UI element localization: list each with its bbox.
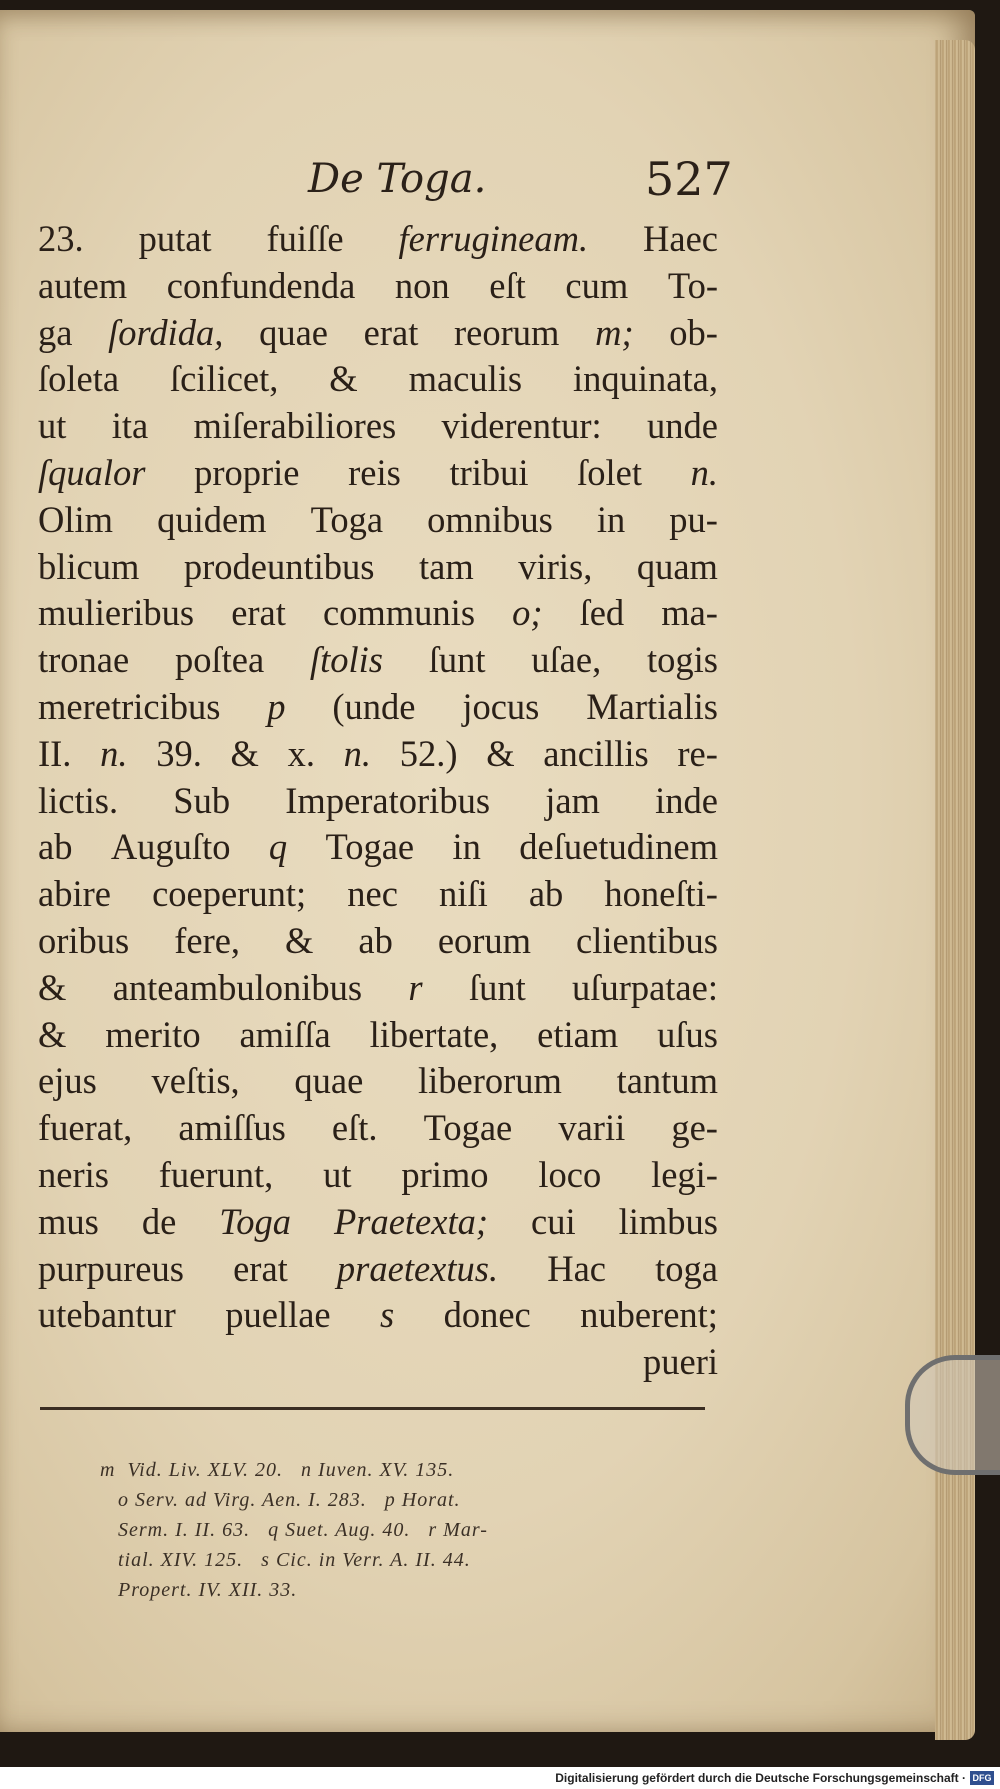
text-line [38, 1339, 718, 1386]
word: 39. [156, 732, 202, 774]
word: honeſti- [604, 873, 718, 915]
word: q [268, 826, 288, 868]
text-line [38, 544, 718, 591]
word: cui [531, 1200, 576, 1242]
word: quam [636, 545, 718, 587]
text-line [38, 1105, 718, 1152]
word: ma- [661, 592, 718, 634]
word: ſunt [428, 639, 486, 681]
word: n. [690, 451, 718, 493]
word: ſolet [577, 451, 642, 493]
text-line [38, 965, 718, 1012]
word: mulieribus [38, 592, 195, 634]
word: blicum [38, 545, 140, 587]
word: tam [419, 545, 474, 587]
word: ſtolis [309, 639, 383, 681]
text-line [38, 216, 718, 263]
word: Olim [38, 498, 114, 540]
word: eſt. [331, 1107, 378, 1149]
word: n. [100, 732, 128, 774]
running-title: De Toga. [308, 156, 487, 202]
page-clip [905, 1355, 1000, 1475]
word: fuerunt, [158, 1153, 274, 1195]
word: lictis. [38, 779, 119, 821]
word: Haec [643, 218, 718, 259]
word: mus [38, 1200, 99, 1242]
text-line [38, 778, 718, 825]
word: (unde [332, 685, 416, 727]
word: etiam [537, 1013, 619, 1055]
word: non [394, 264, 450, 306]
word: nuberent; [580, 1294, 718, 1336]
word: 23. [38, 218, 84, 259]
text-line [38, 1012, 718, 1059]
word: ab [38, 826, 73, 868]
text-line [38, 1058, 718, 1105]
word: inde [655, 779, 718, 821]
word: limbus [618, 1200, 718, 1242]
word: clientibus [576, 919, 718, 961]
text-line [38, 497, 718, 544]
word: & [38, 1013, 67, 1055]
word: liberorum [417, 1060, 562, 1102]
word: ut [38, 405, 67, 447]
word: ob- [669, 311, 718, 353]
word: Togae [423, 1107, 513, 1149]
word: Toga [310, 498, 384, 540]
word: viris, [518, 545, 593, 587]
word: ut [323, 1153, 352, 1195]
word: poſtea [174, 639, 265, 681]
word: jocus [462, 685, 540, 727]
word: proprie [194, 451, 300, 493]
word: tribui [449, 451, 529, 493]
word: Imperatoribus [285, 779, 491, 821]
word: & [486, 732, 515, 774]
word: putat [138, 218, 212, 259]
book-page [0, 10, 975, 1732]
word: s [379, 1294, 395, 1336]
text-line [38, 871, 718, 918]
word: ge- [671, 1107, 718, 1149]
word: ſqualor [38, 451, 146, 493]
word: omnibus [427, 498, 553, 540]
word: utebantur [38, 1294, 176, 1336]
text-line [38, 403, 718, 450]
text-line [38, 263, 718, 310]
word: maculis [408, 358, 523, 400]
word: erat [363, 311, 419, 353]
digitization-credit-bar [0, 1767, 1000, 1789]
word: merito [105, 1013, 201, 1055]
word: amiſſus [178, 1107, 286, 1149]
text-line [38, 310, 718, 357]
word: niſi [439, 873, 488, 915]
word: x. [287, 732, 315, 774]
text-line [38, 637, 718, 684]
word: ſunt [468, 966, 526, 1008]
word: fuiſſe [266, 218, 344, 259]
word: donec [443, 1294, 531, 1336]
word: jam [545, 779, 600, 821]
word: 52.) [399, 732, 458, 774]
word: abire [38, 873, 111, 915]
word: togis [646, 639, 718, 681]
text-line [38, 1152, 718, 1199]
text-line [38, 356, 718, 403]
word: fuerat, [38, 1107, 133, 1149]
word: reis [348, 451, 401, 493]
word: Togae [325, 826, 415, 868]
word: meretricibus [38, 685, 221, 727]
word: Martialis [586, 685, 718, 727]
word: erat [233, 1247, 288, 1289]
word: Auguſto [110, 826, 231, 868]
word: veſtis, [151, 1060, 240, 1102]
word: coeperunt; [152, 873, 307, 915]
word: amiſſa [239, 1013, 331, 1055]
word: de [141, 1200, 177, 1242]
word: communis [322, 592, 476, 634]
text-line [38, 684, 718, 731]
text-line [38, 590, 718, 637]
word: pueri [643, 1341, 718, 1383]
word: & [38, 966, 67, 1008]
word: quidem [157, 498, 267, 540]
text-line [38, 824, 718, 871]
word: ſoleta [38, 358, 120, 400]
word: libertate, [369, 1013, 499, 1055]
word: confundenda [166, 264, 356, 306]
word: reorum [454, 311, 560, 353]
word: loco [538, 1153, 602, 1195]
footnote-line: m Vid. Liv. XLV. 20. n Iuven. XV. 135. [100, 1459, 455, 1481]
word: r [408, 966, 423, 1008]
word: & [230, 732, 259, 774]
word: anteambulonibus [112, 966, 363, 1008]
word: ancillis [543, 732, 649, 774]
page-number: 527 [645, 152, 733, 206]
word: ab [358, 919, 393, 961]
text-line [38, 450, 718, 497]
footnote-line: Propert. IV. XII. 33. [100, 1579, 298, 1601]
word: eſt [489, 264, 526, 306]
word: autem [38, 264, 128, 306]
word: n. [343, 732, 372, 774]
word: p [267, 685, 286, 727]
word: primo [401, 1153, 489, 1195]
word: tantum [616, 1060, 718, 1102]
word: tronae [38, 639, 130, 681]
word: inquinata, [573, 358, 718, 400]
word: pu- [669, 498, 718, 540]
word: Toga [219, 1200, 291, 1242]
word: ga [38, 311, 73, 353]
word: legi- [651, 1153, 718, 1195]
word: re- [677, 732, 718, 774]
text-line [38, 1199, 718, 1246]
word: purpureus [38, 1247, 184, 1289]
word: unde [647, 405, 718, 447]
word: o; [512, 592, 543, 634]
word: ſordida, [108, 311, 224, 353]
body-text [38, 216, 718, 1386]
word: quae [294, 1060, 364, 1102]
word: uſurpatae: [572, 966, 718, 1008]
word: in [452, 826, 481, 868]
word: nec [347, 873, 398, 915]
word: Hac [547, 1247, 606, 1289]
word: erat [231, 592, 286, 634]
dfg-logo: DFG [970, 1771, 994, 1785]
word: To- [667, 264, 718, 306]
word: & [285, 919, 314, 961]
word: deſuetudinem [519, 826, 718, 868]
word: ferrugineam. [398, 218, 589, 259]
word: prodeuntibus [183, 545, 375, 587]
word: quae [259, 311, 328, 353]
word: ſcilicet, [169, 358, 279, 400]
text-line [38, 731, 718, 778]
word: Praetexta; [333, 1200, 489, 1242]
word: cum [565, 264, 629, 306]
footnote-line: Serm. I. II. 63. q Suet. Aug. 40. r Mar- [100, 1519, 488, 1541]
page-edges [935, 40, 975, 1740]
word: praetextus. [336, 1247, 499, 1289]
word: varii [558, 1107, 626, 1149]
word: m; [595, 311, 634, 353]
word: viderentur: [441, 405, 602, 447]
word: in [596, 498, 626, 540]
word: ejus [38, 1060, 97, 1102]
footnote-line: tial. XIV. 125. s Cic. in Verr. A. II. 44. [100, 1549, 471, 1571]
word: toga [655, 1247, 718, 1289]
word: Sub [173, 779, 231, 821]
word: puellae [225, 1294, 331, 1336]
text-line [38, 1246, 718, 1293]
footnote-line: o Serv. ad Virg. Aen. I. 283. p Horat. [100, 1489, 461, 1511]
word: ita [111, 405, 149, 447]
word: eorum [437, 919, 532, 961]
text-line [38, 918, 718, 965]
word: fere, [174, 919, 241, 961]
word: II. [38, 732, 72, 774]
word: miſerabiliores [193, 405, 397, 447]
word: ſed [579, 592, 625, 634]
word: oribus [38, 919, 130, 961]
page-header [0, 152, 975, 206]
word: & [329, 358, 358, 400]
footnote-divider [40, 1407, 705, 1410]
footnotes [100, 1455, 720, 1605]
text-line [38, 1292, 718, 1339]
word: uſae, [531, 639, 602, 681]
word: neris [38, 1153, 109, 1195]
credit-text: Digitalisierung gefördert durch die Deutsche Forschungsgemeinschaft · [555, 1771, 966, 1785]
word: uſus [657, 1013, 718, 1055]
word: ab [528, 873, 564, 915]
